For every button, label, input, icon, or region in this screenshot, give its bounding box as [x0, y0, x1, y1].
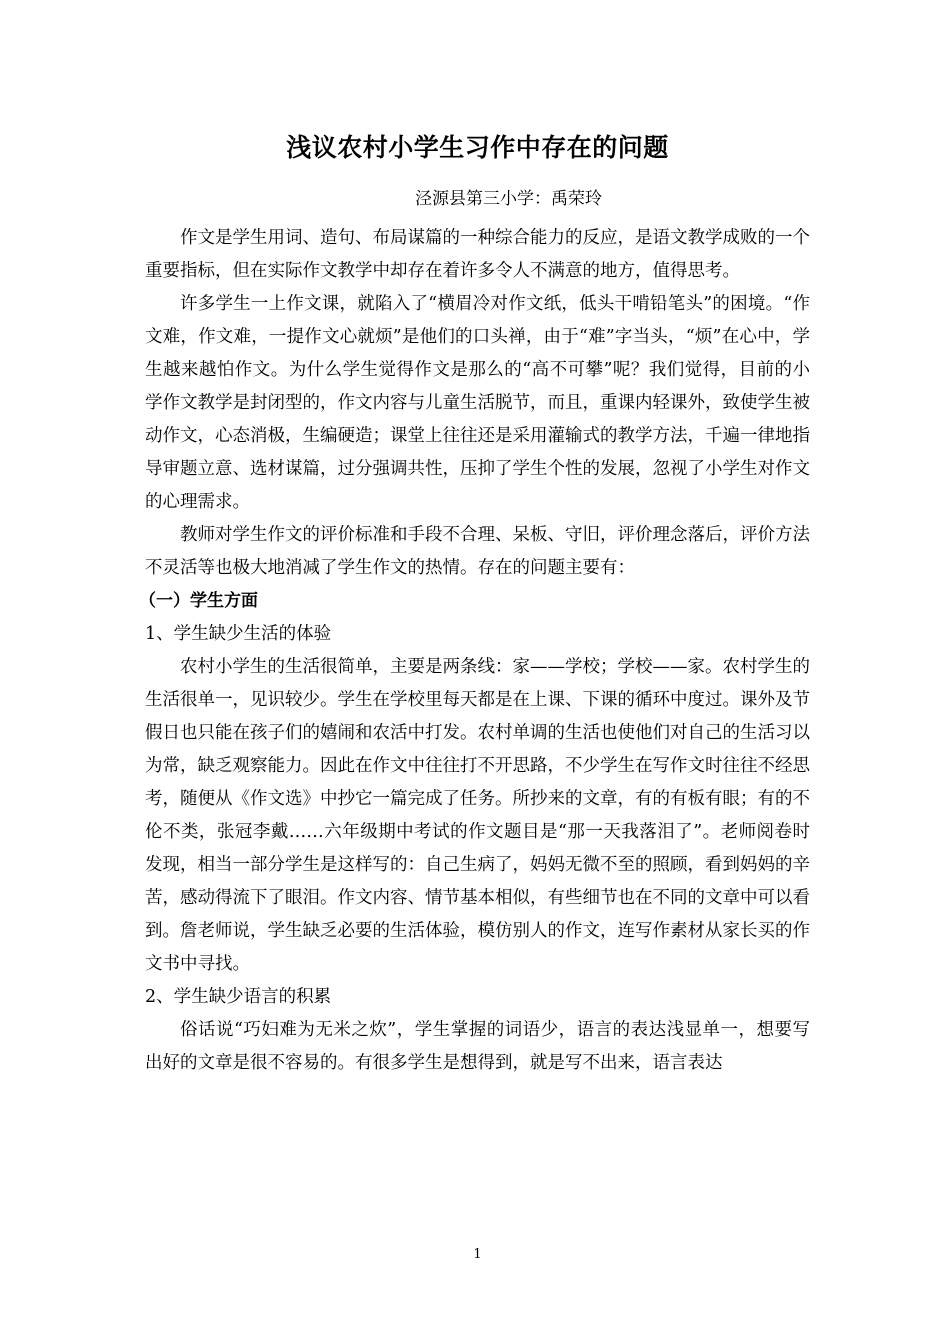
author-line: 泾源县第三小学：禹荣玲: [415, 189, 602, 209]
paragraph-problem: 许多学生一上作文课，就陷入了“横眉冷对作文纸，低头干啃铅笔头”的困境。“作文难，作文难，一提作文心就烦”是他们的口头禅，由于“难”字当头，“烦”在心中，学生越来越怕作文。为什么学生觉得作文是那么的“高不可攀”呢？我们觉得，目前的小学作文教学是封闭型的，作文内容与儿童生活脱节，而且，重课内轻课外，致使学生被动作文，心态消极，生编硬造；课堂上往往还是采用灌输式的教学方法，千遍一律地指导审题立意、选材谋篇，过分强调共性，压抑了学生个性的发展，忽视了小学生对作文的心理需求。: [145, 294, 810, 512]
page-title: 浅议农村小学生习作中存在的问题: [286, 133, 669, 162]
paragraph-evaluation: 教师对学生作文的评价标准和手段不合理、呆板、守旧，评价理念落后，评价方法不灵活等也极大地消减了学生作文的热情。存在的问题主要有：: [145, 525, 810, 578]
document-page: [139, 0, 810, 1344]
section-heading-students: （一）学生方面: [139, 591, 258, 611]
subsection-heading-life-experience: 1、学生缺少生活的体验: [145, 624, 332, 644]
page-number: 1: [473, 1247, 482, 1262]
paragraph-life-experience: 农村小学生的生活很简单，主要是两条线：家——学校；学校——家。农村学生的生活很单一，见识较少。学生在学校里每天都是在上课、下课的循环中度过。课外及节假日也只能在孩子们的嬉闹和农活中打发。农村单调的生活也使他们对自己的生活习以为常，缺乏观察能力。因此在作文中往往打不开思路，不少学生在写作文时往往不经思考，随便从《作文选》中抄它一篇完成了任务。所抄来的文章，有的有板有眼；有的不伦不类，张冠李戴……六年级期中考试的作文题目是“那一天我落泪了”。老师阅卷时发现，相当一部分学生是这样写的：自己生病了，妈妈无微不至的照顾，看到妈妈的辛苦，感动得流下了眼泪。作文内容、情节基本相似，有些细节也在不同的文章中可以看到。詹老师说，学生缺乏必要的生活体验，模仿别人的作文，连写作素材从家长买的作文书中寻找。: [145, 657, 810, 974]
paragraph-intro: 作文是学生用词、造句、布局谋篇的一种综合能力的反应，是语文教学成败的一个重要指标，但在实际作文教学中却存在着许多令人不满意的地方，值得思考。: [145, 228, 810, 281]
subsection-heading-language: 2、学生缺少语言的积累: [145, 987, 332, 1007]
paragraph-language: 俗话说“巧妇难为无米之炊”，学生掌握的词语少，语言的表达浅显单一，想要写出好的文章是很不容易的。有很多学生是想得到，就是写不出来，语言表达: [145, 1020, 810, 1073]
document-body: [139, 222, 810, 1080]
